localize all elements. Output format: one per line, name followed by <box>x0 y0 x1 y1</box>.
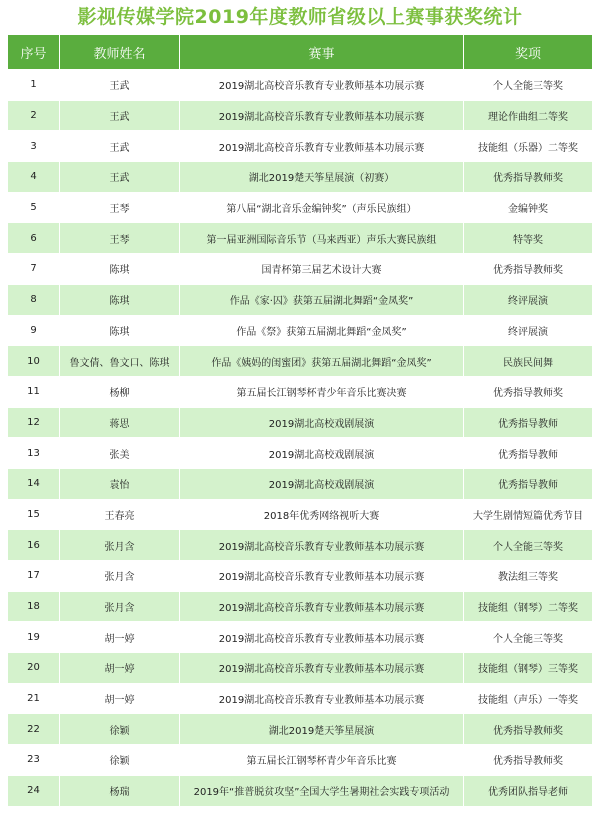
cell-event: 湖北2019楚天筝星展演（初赛） <box>180 162 464 193</box>
cell-index: 1 <box>8 70 60 101</box>
cell-teacher-name: 王琴 <box>60 223 180 254</box>
cell-award: 优秀指导教师奖 <box>464 745 593 776</box>
cell-index: 10 <box>8 346 60 377</box>
cell-event: 2019湖北高校戏剧展演 <box>180 407 464 438</box>
cell-teacher-name: 鲁文倩、鲁文口、陈琪 <box>60 346 180 377</box>
table-row <box>8 70 593 101</box>
cell-index: 4 <box>8 162 60 193</box>
table-row <box>8 683 593 714</box>
table-row <box>8 346 593 377</box>
page-title: 影视传媒学院2019年度教师省级以上赛事获奖统计 <box>77 6 523 28</box>
cell-award: 技能组（乐器）二等奖 <box>464 131 593 162</box>
cell-award: 终评展演 <box>464 315 593 346</box>
cell-event: 第五届长江钢琴杯青少年音乐比赛决赛 <box>180 376 464 407</box>
cell-index: 5 <box>8 192 60 223</box>
cell-index: 16 <box>8 530 60 561</box>
table-row <box>8 468 593 499</box>
cell-index: 2 <box>8 100 60 131</box>
cell-award: 优秀指导教师奖 <box>464 714 593 745</box>
table-row <box>8 561 593 592</box>
cell-event: 第五届长江钢琴杯青少年音乐比赛 <box>180 745 464 776</box>
table-row <box>8 653 593 684</box>
cell-event: 2019湖北高校音乐教育专业教师基本功展示赛 <box>180 591 464 622</box>
header-award: 奖项 <box>464 35 593 70</box>
awards-table <box>7 34 593 807</box>
cell-index: 21 <box>8 683 60 714</box>
cell-teacher-name: 胡一婷 <box>60 683 180 714</box>
cell-teacher-name: 张美 <box>60 438 180 469</box>
cell-teacher-name: 徐颖 <box>60 745 180 776</box>
table-row <box>8 591 593 622</box>
cell-index: 15 <box>8 499 60 530</box>
cell-event: 2019湖北高校音乐教育专业教师基本功展示赛 <box>180 622 464 653</box>
table-row <box>8 376 593 407</box>
cell-teacher-name: 陈琪 <box>60 284 180 315</box>
cell-event: 作品《家·囚》获第五届湖北舞蹈“金凤奖” <box>180 284 464 315</box>
cell-award: 技能组（钢琴）二等奖 <box>464 591 593 622</box>
table-row <box>8 192 593 223</box>
cell-award: 理论作曲组二等奖 <box>464 100 593 131</box>
cell-index: 19 <box>8 622 60 653</box>
cell-event: 2019湖北高校音乐教育专业教师基本功展示赛 <box>180 653 464 684</box>
table-row <box>8 284 593 315</box>
table-row <box>8 530 593 561</box>
cell-index: 22 <box>8 714 60 745</box>
table-body <box>8 70 593 807</box>
cell-event: 2018年优秀网络视听大赛 <box>180 499 464 530</box>
cell-index: 20 <box>8 653 60 684</box>
cell-award: 优秀指导教师奖 <box>464 162 593 193</box>
header-event: 赛事 <box>180 35 464 70</box>
cell-event: 2019湖北高校音乐教育专业教师基本功展示赛 <box>180 683 464 714</box>
cell-teacher-name: 杨柳 <box>60 376 180 407</box>
cell-event: 2019湖北高校戏剧展演 <box>180 468 464 499</box>
cell-award: 技能组（钢琴）三等奖 <box>464 653 593 684</box>
cell-index: 6 <box>8 223 60 254</box>
cell-event: 第八届“湖北音乐金编钟奖”（声乐民族组） <box>180 192 464 223</box>
table-row <box>8 223 593 254</box>
cell-index: 12 <box>8 407 60 438</box>
table-row <box>8 162 593 193</box>
cell-award: 优秀指导教师奖 <box>464 254 593 285</box>
cell-event: 2019湖北高校音乐教育专业教师基本功展示赛 <box>180 561 464 592</box>
cell-teacher-name: 王琴 <box>60 192 180 223</box>
cell-index: 9 <box>8 315 60 346</box>
cell-teacher-name: 张月含 <box>60 591 180 622</box>
cell-event: 2019湖北高校音乐教育专业教师基本功展示赛 <box>180 70 464 101</box>
cell-index: 24 <box>8 775 60 806</box>
cell-award: 个人全能三等奖 <box>464 530 593 561</box>
cell-teacher-name: 王武 <box>60 100 180 131</box>
table-row <box>8 407 593 438</box>
table-row <box>8 100 593 131</box>
cell-award: 民族民间舞 <box>464 346 593 377</box>
cell-teacher-name: 蒋思 <box>60 407 180 438</box>
cell-award: 个人全能三等奖 <box>464 70 593 101</box>
cell-teacher-name: 王武 <box>60 162 180 193</box>
table-row <box>8 775 593 806</box>
table-row <box>8 254 593 285</box>
cell-index: 18 <box>8 591 60 622</box>
cell-award: 优秀团队指导老师 <box>464 775 593 806</box>
table-row <box>8 131 593 162</box>
cell-event: 第一届亚洲国际音乐节（马来西亚）声乐大赛民族组 <box>180 223 464 254</box>
cell-award: 教法组三等奖 <box>464 561 593 592</box>
cell-event: 2019年“推普脱贫攻坚”全国大学生暑期社会实践专项活动 <box>180 775 464 806</box>
cell-index: 13 <box>8 438 60 469</box>
cell-event: 2019湖北高校音乐教育专业教师基本功展示赛 <box>180 100 464 131</box>
table-row <box>8 745 593 776</box>
cell-event: 2019湖北高校戏剧展演 <box>180 438 464 469</box>
cell-event: 作品《姨妈的闺蜜团》获第五届湖北舞蹈“金凤奖” <box>180 346 464 377</box>
cell-index: 14 <box>8 468 60 499</box>
table-header-row <box>8 35 593 70</box>
cell-index: 23 <box>8 745 60 776</box>
cell-award: 优秀指导教师 <box>464 407 593 438</box>
cell-award: 优秀指导教师 <box>464 438 593 469</box>
header-teacher-name: 教师姓名 <box>60 35 180 70</box>
table-row <box>8 622 593 653</box>
cell-event: 2019湖北高校音乐教育专业教师基本功展示赛 <box>180 131 464 162</box>
cell-teacher-name: 张月含 <box>60 561 180 592</box>
cell-teacher-name: 陈琪 <box>60 254 180 285</box>
cell-award: 特等奖 <box>464 223 593 254</box>
cell-index: 8 <box>8 284 60 315</box>
cell-event: 国青杯第三届艺术设计大赛 <box>180 254 464 285</box>
cell-teacher-name: 胡一婷 <box>60 653 180 684</box>
cell-award: 终评展演 <box>464 284 593 315</box>
cell-award: 大学生剧情短篇优秀节目 <box>464 499 593 530</box>
cell-award: 优秀指导教师 <box>464 468 593 499</box>
cell-award: 个人全能三等奖 <box>464 622 593 653</box>
cell-event: 作品《祭》获第五届湖北舞蹈“金凤奖” <box>180 315 464 346</box>
cell-award: 优秀指导教师奖 <box>464 376 593 407</box>
cell-event: 2019湖北高校音乐教育专业教师基本功展示赛 <box>180 530 464 561</box>
cell-index: 17 <box>8 561 60 592</box>
cell-index: 7 <box>8 254 60 285</box>
cell-index: 3 <box>8 131 60 162</box>
header-index: 序号 <box>8 35 60 70</box>
cell-teacher-name: 王武 <box>60 131 180 162</box>
table-row <box>8 499 593 530</box>
table-row <box>8 714 593 745</box>
cell-teacher-name: 胡一婷 <box>60 622 180 653</box>
cell-award: 技能组（声乐）一等奖 <box>464 683 593 714</box>
cell-teacher-name: 张月含 <box>60 530 180 561</box>
cell-teacher-name: 王春亮 <box>60 499 180 530</box>
cell-teacher-name: 陈琪 <box>60 315 180 346</box>
cell-event: 湖北2019楚天筝星展演 <box>180 714 464 745</box>
cell-teacher-name: 袁怡 <box>60 468 180 499</box>
table-row <box>8 315 593 346</box>
cell-teacher-name: 徐颖 <box>60 714 180 745</box>
cell-teacher-name: 王武 <box>60 70 180 101</box>
cell-teacher-name: 杨瑞 <box>60 775 180 806</box>
cell-award: 金编钟奖 <box>464 192 593 223</box>
table-row <box>8 438 593 469</box>
cell-index: 11 <box>8 376 60 407</box>
